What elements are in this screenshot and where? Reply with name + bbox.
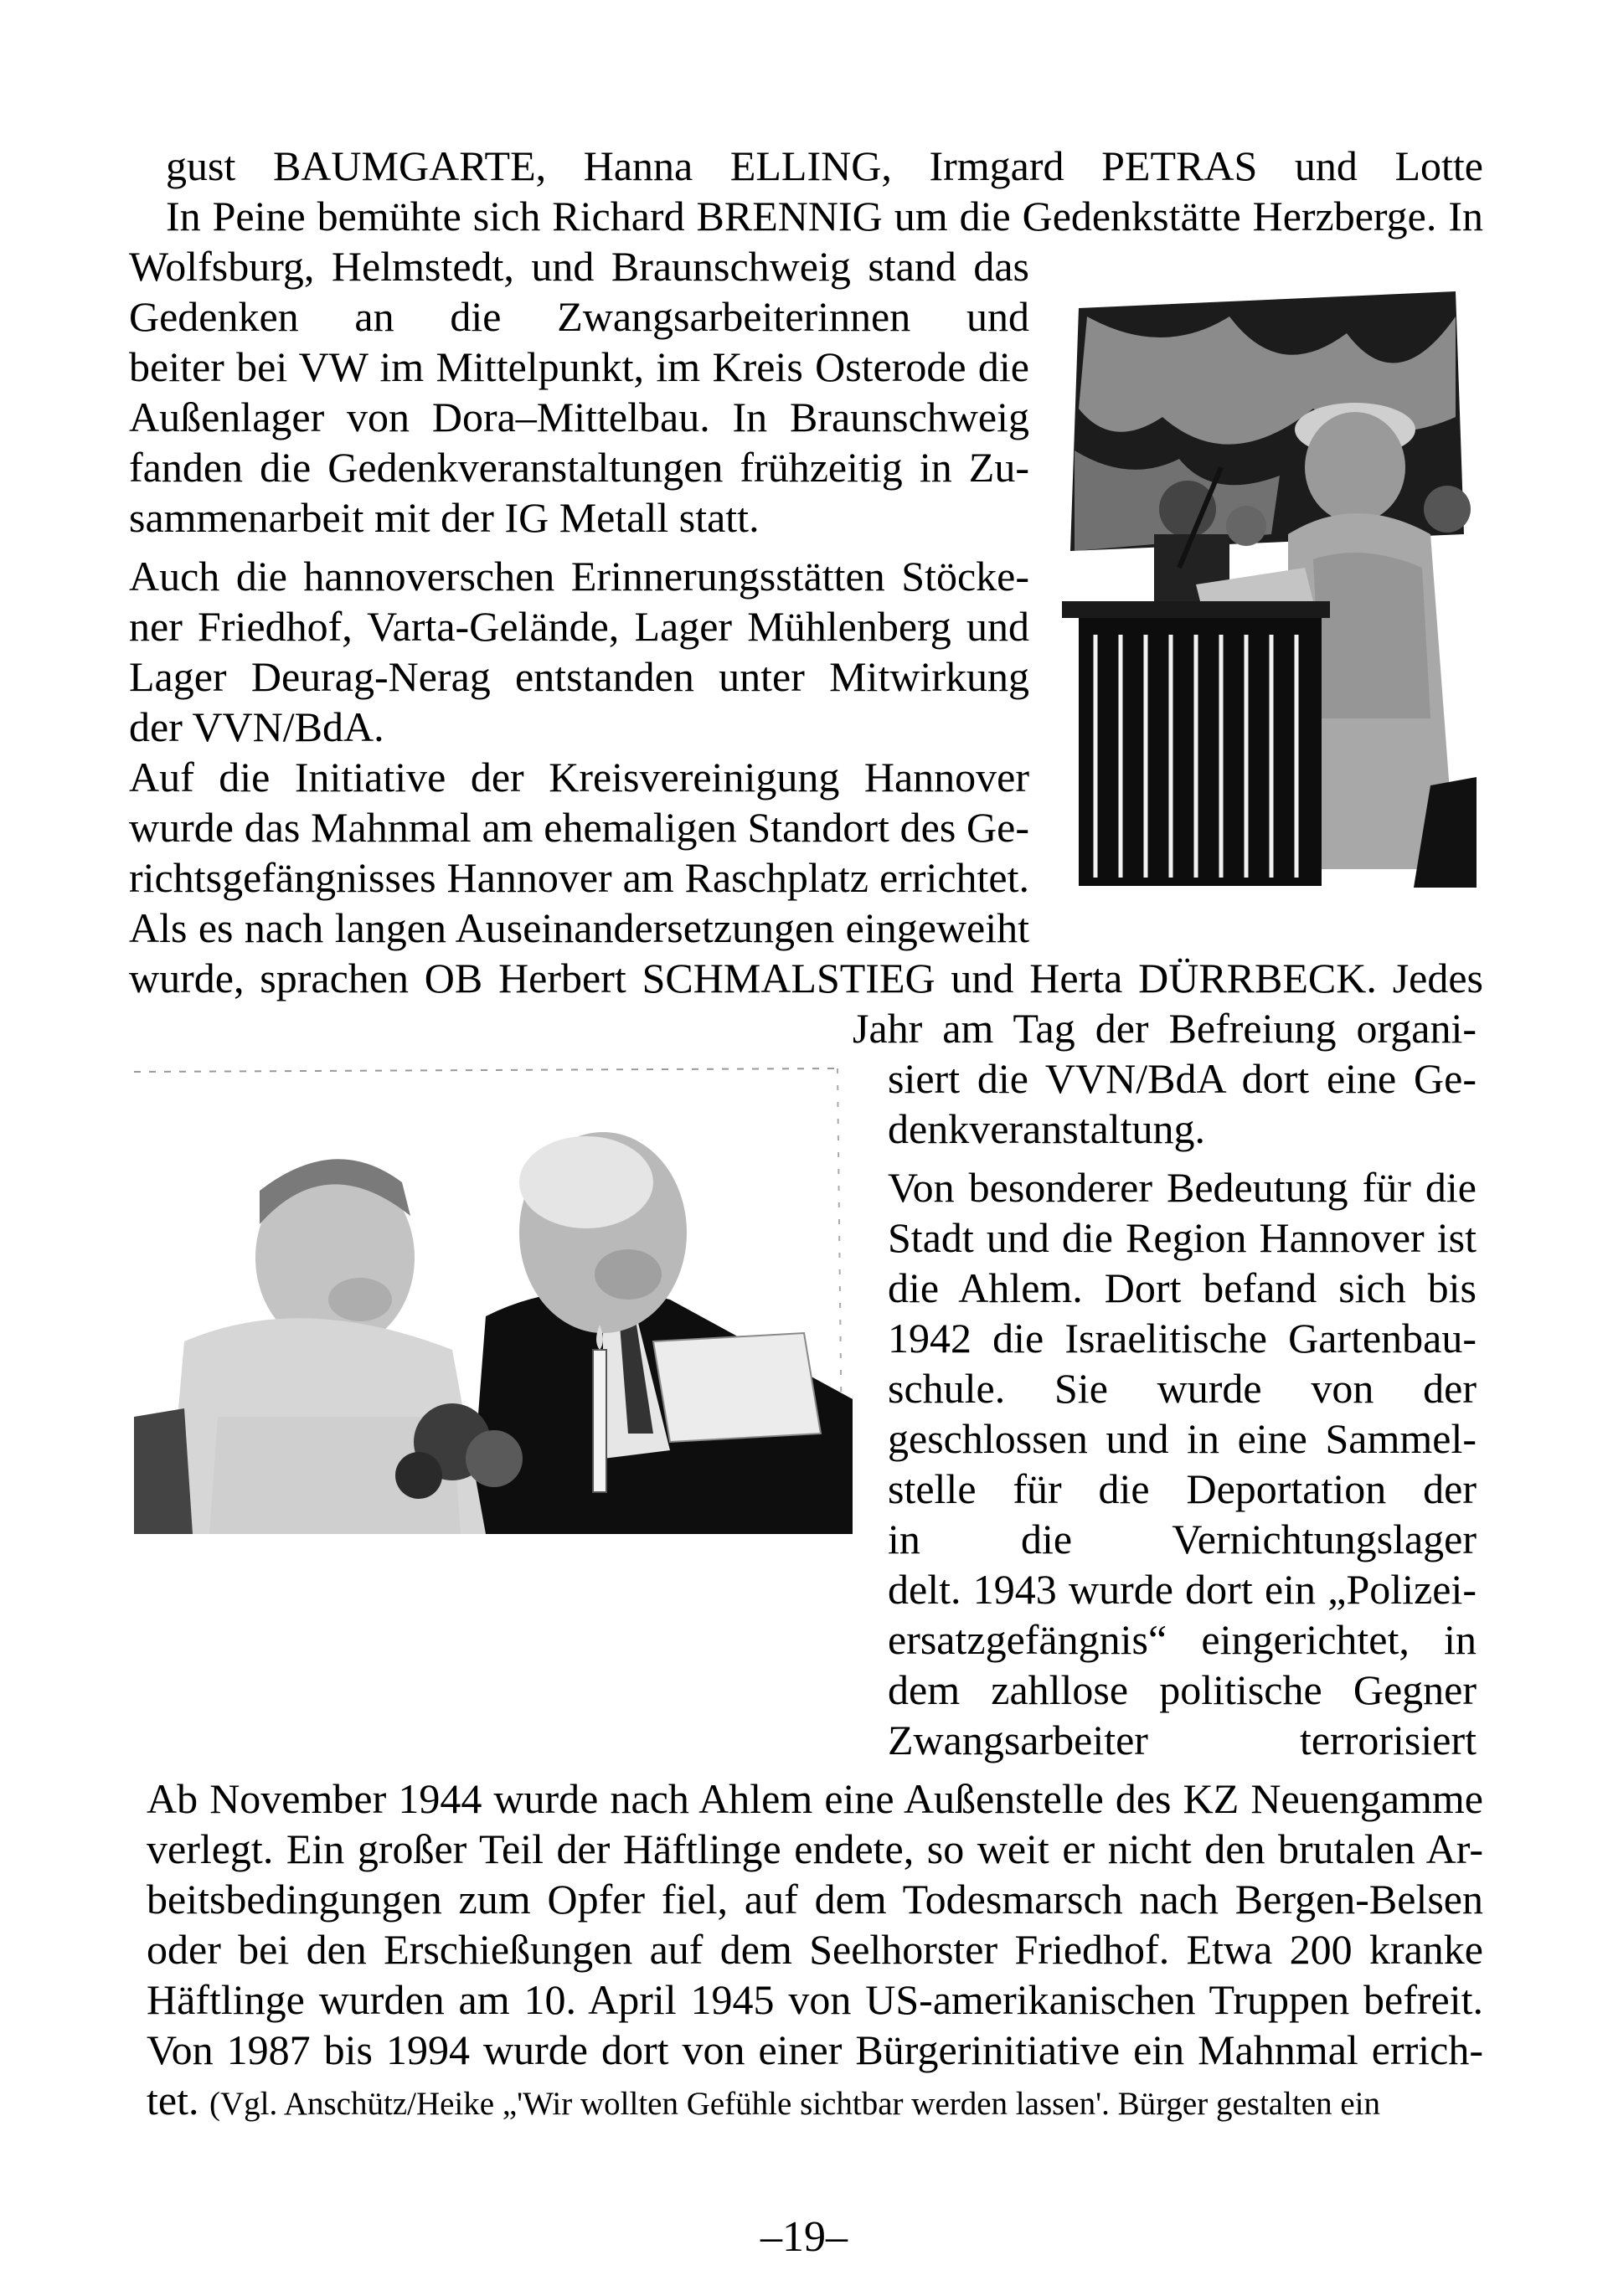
text-line: Jahr am Tag der Befreiung organi- — [853, 1005, 1477, 1052]
text-line: dem zahllose politische Gegner — [888, 1666, 1477, 1713]
text-line: Häftlinge wurden am 10. April 1945 von US-amerikanischen Truppen befreit. — [147, 1976, 1483, 2023]
text-line: gust BAUMGARTE, Hanna ELLING, Irmgard PETRAS und Lotte — [166, 142, 1483, 189]
text-line: Auf die Initiative der Kreisvereinigung Hannover — [129, 754, 1029, 801]
text-line: ner Friedhof, Varta-Gelände, Lager Mühlenberg und — [129, 603, 1029, 650]
text-line: der VVN/BdA. — [129, 703, 384, 750]
text-line: Zwangsarbeiter terrorisiert — [888, 1717, 1477, 1763]
text-line: stelle für die Deportation der — [888, 1465, 1477, 1512]
speaker-photo-graphic — [1062, 283, 1477, 888]
text-line: Außenlager von Dora–Mittelbau. In Braunschweig — [129, 394, 1029, 440]
text-line: Von besonderer Bedeutung für die — [888, 1164, 1477, 1211]
text-line: Wolfsburg, Helmstedt, und Braunschweig stand das — [129, 243, 1029, 290]
text-line: wurde das Mahnmal am ehemaligen Standort des Ge- — [129, 804, 1029, 851]
text-line: Auch die hannoverschen Erinnerungsstätten Stöcke- — [129, 553, 1029, 600]
page-number: –19– — [760, 2213, 848, 2261]
text-line: geschlossen und in eine Sammel- — [888, 1415, 1477, 1462]
text-line: beiter bei VW im Mittelpunkt, im Kreis Osterode die — [129, 343, 1029, 390]
text-line: verlegt. Ein großer Teil der Häftlinge endete, so weit er nicht den brutalen Ar- — [147, 1825, 1483, 1872]
text-line: 1942 die Israelitische Gartenbau- — [888, 1315, 1477, 1362]
text-line: Als es nach langen Auseinandersetzungen eingeweiht — [129, 904, 1029, 951]
text-line: siert die VVN/BdA dort eine Ge- — [888, 1055, 1477, 1102]
text-line: richtsgefängnisses Hannover am Raschplatz errichtet. — [129, 854, 1029, 901]
text-line: wurde, sprachen OB Herbert SCHMALSTIEG und Herta DÜRRBECK. Jedes — [129, 955, 1483, 1001]
text-line-end: tet. — [147, 2077, 199, 2124]
text-line: beitsbedingungen zum Opfer fiel, auf dem Todesmarsch nach Bergen-Belsen — [147, 1876, 1483, 1923]
text-line: oder bei den Erschießungen auf dem Seelhorster Friedhof. Etwa 200 kranke — [147, 1926, 1483, 1973]
text-line: in die Vernichtungslager — [888, 1516, 1477, 1562]
photo-speaker-at-podium — [1062, 283, 1477, 888]
text-line: Stadt und die Region Hannover ist — [888, 1214, 1477, 1261]
text-line: denkveranstaltung. — [888, 1105, 1206, 1152]
couple-photo-graphic — [134, 1065, 853, 1534]
citation-text: (Vgl. Anschütz/Heike „'Wir wollten Gefühle sichtbar werden lassen'. Bürger gestalten ein — [209, 2086, 1380, 2122]
text-line: Lager Deurag-Nerag entstanden unter Mitwirkung — [129, 653, 1029, 700]
text-line: ersatzgefängnis“ eingerichtet, in — [888, 1616, 1477, 1663]
photo-couple-at-table — [134, 1065, 853, 1534]
text-line: sammenarbeit mit der IG Metall statt. — [129, 494, 760, 541]
text-line: die Ahlem. Dort befand sich bis — [888, 1264, 1477, 1311]
text-line: schule. Sie wurde von der — [888, 1365, 1477, 1412]
text-line-citation — [147, 2075, 1483, 2129]
text-line: Von 1987 bis 1994 wurde dort von einer Bürgerinitiative ein Mahnmal errich- — [147, 2026, 1483, 2073]
text-line: Gedenken an die Zwangsarbeiterinnen und — [129, 293, 1029, 340]
text-line: In Peine bemühte sich Richard BRENNIG um die Gedenkstätte Herzberge. In — [166, 193, 1483, 239]
text-line: Ab November 1944 wurde nach Ahlem eine Außenstelle des KZ Neuengamme — [147, 1775, 1483, 1822]
text-line: delt. 1943 wurde dort ein „Polizei- — [888, 1566, 1477, 1613]
text-line: fanden die Gedenkveranstaltungen frühzeitig in Zu- — [129, 444, 1029, 491]
